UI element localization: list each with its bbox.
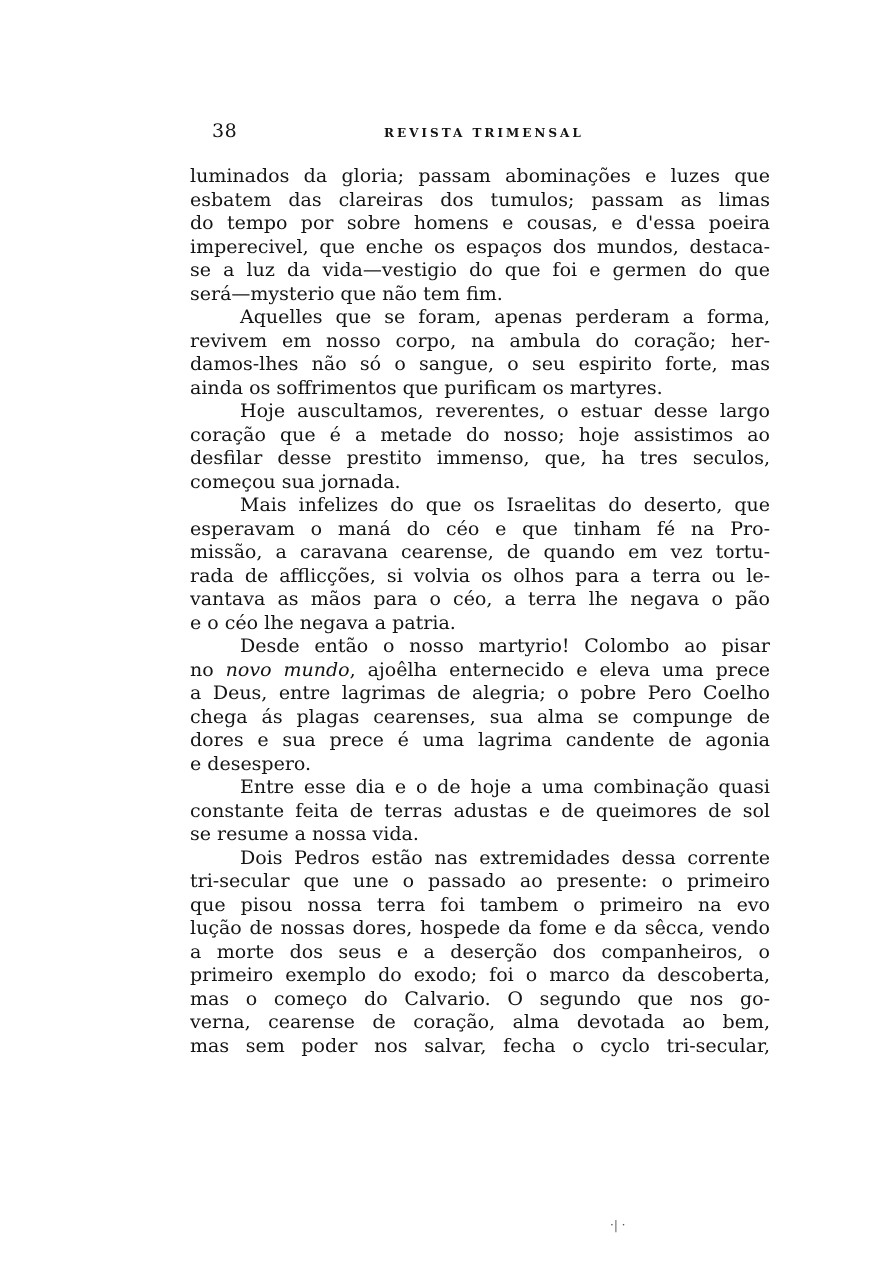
text-line: dores e sua prece é uma lagrima candente de agonia	[190, 729, 770, 751]
text-line: vantava as mãos para o céo, a terra lhe negava o pão	[190, 588, 770, 610]
text-line: verna, cearense de coração, alma devotada ao bem,	[190, 1011, 770, 1033]
text-line: que pisou nossa terra foi tambem o primeiro na evo	[190, 893, 770, 916]
text-segment: , ajoêlha enternecido e eleva uma prece	[349, 658, 770, 681]
text-line: lução de nossas dores, hospede da fome e da sêcca, vendo	[190, 917, 770, 939]
text-line: a Deus, entre lagrimas de alegria; o pobre Pero Coelho	[190, 682, 770, 704]
text-line: Entre esse dia e o de hoje a uma combinação quasi	[240, 776, 770, 798]
text-line: Mais infelizes do que os Israelitas do deserto, que	[240, 494, 770, 516]
text-line: coração que é a metade do nosso; hoje assistimos ao	[190, 423, 770, 446]
text-line: começou sua jornada.	[190, 470, 401, 493]
text-segment: no	[190, 658, 226, 681]
text-line: primeiro exemplo do exodo; foi o marco da descoberta,	[190, 964, 770, 986]
text-line: e o céo lhe negava a patria.	[190, 611, 456, 634]
text-line: rada de afflicções, si volvia os olhos para a terra ou le-	[190, 564, 770, 587]
body-text	[190, 165, 770, 1058]
text-line: e desespero.	[190, 752, 312, 775]
text-line	[190, 659, 770, 683]
text-line: ainda os soffrimentos que purificam os martyres.	[190, 376, 663, 399]
text-line: chega ás plagas cearenses, sua alma se compunge de	[190, 705, 770, 728]
text-line: desfilar desse prestito immenso, que, ha tres seculos,	[190, 447, 770, 469]
text-line: se resume a nossa vida.	[190, 823, 419, 845]
text-line: revivem em nosso corpo, na ambula do coração; her-	[190, 329, 770, 352]
text-line: imperecivel, que enche os espaços dos mundos, destaca-	[190, 235, 770, 258]
text-line: Hoje auscultamos, reverentes, o estuar desse largo	[240, 400, 770, 422]
text-line: Aquelles que se foram, apenas perderam a forma,	[240, 306, 770, 328]
text-line: mas sem poder nos salvar, fecha o cyclo tri-secular,	[190, 1034, 770, 1057]
text-line: constante feita de terras adustas e de queimores de sol	[190, 799, 770, 822]
page-number: 38	[212, 120, 238, 142]
text-line: missão, a caravana cearense, de quando em vez tortu-	[190, 541, 770, 563]
text-line: mas o começo do Calvario. O segundo que nos go-	[190, 987, 770, 1010]
scan-noise: ·| ·	[610, 1218, 626, 1232]
text-line: do tempo por sobre homens e cousas, e d'essa poeira	[190, 212, 770, 234]
running-title: REVISTA TRIMENSAL	[384, 126, 584, 140]
text-line: Dois Pedros estão nas extremidades dessa corrente	[240, 846, 770, 869]
text-line: tri-secular que une o passado ao presente: o primeiro	[190, 870, 770, 892]
italic-phrase: novo mundo	[225, 658, 350, 681]
text-line: a morte dos seus e a deserção dos companheiros, o	[190, 940, 770, 963]
text-line: damos-lhes não só o sangue, o seu espirito forte, mas	[190, 353, 770, 375]
text-line: se a luz da vida—vestigio do que foi e germen do que	[190, 259, 770, 281]
running-head	[212, 120, 772, 148]
text-line: esbatem das clareiras dos tumulos; passam as limas	[190, 188, 770, 211]
text-line: luminados da gloria; passam abominações e luzes que	[190, 165, 770, 187]
text-line: esperavam o maná do céo e que tinham fé na Pro-	[190, 517, 770, 540]
text-line: Desde então o nosso martyrio! Colombo ao pisar	[240, 635, 770, 657]
text-line: será—mysterio que não tem fim.	[190, 282, 503, 305]
